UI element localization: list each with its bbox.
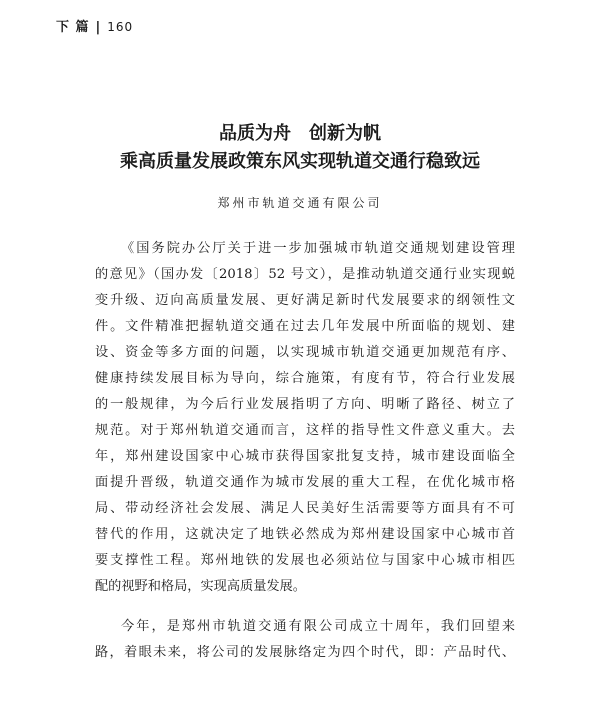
text-line: 变升级、迈向高质量发展、更好满足新时代发展要求的纲领性文 (95, 293, 515, 308)
text-line: 面提升晋级，轨道交通作为城市发展的重大工程，在优化城市格 (95, 475, 515, 490)
text-line: 替代的作用，这就决定了地铁必然成为郑州建设国家中心城市首 (95, 527, 515, 542)
section-label: 下 篇 (56, 20, 90, 35)
article-title (0, 120, 600, 176)
text-line: 《国务院办公厅关于进一步加强城市轨道交通规划建设管理 (121, 241, 515, 256)
text-line: 今年，是郑州市轨道交通有限公司成立十周年，我们回望来 (121, 619, 515, 634)
text-line: 要支撑性工程。郑州地铁的发展也必须站位与国家中心城市相匹 (95, 553, 515, 568)
running-header (56, 16, 133, 35)
text-line: 路，着眼未来，将公司的发展脉络定为四个时代，即：产品时代、 (95, 645, 515, 660)
text-line: 局、带动经济社会发展、满足人民美好生活需要等方面具有不可 (95, 501, 515, 516)
paragraph-2 (95, 614, 515, 666)
title-part-2: 创新为帆 (309, 123, 381, 144)
text-line: 年，郑州建设国家中心城市获得国家批复支持，城市建设面临全 (95, 449, 515, 464)
text-line: 配的视野和格局，实现高质量发展。 (95, 579, 306, 594)
author-line: 郑州市轨道交通有限公司 (217, 196, 383, 210)
title-line-2: 乘高质量发展政策东风实现轨道交通行稳致远 (120, 151, 480, 172)
page-number: 160 (107, 20, 134, 34)
text-line: 的意见》（国办发〔2018〕52 号文），是推动轨道交通行业实现蜕 (95, 267, 515, 282)
text-line: 健康持续发展目标为导向，综合施策，有度有节，符合行业发展 (95, 371, 515, 386)
text-line: 的一般规律，为今后行业发展指明了方向、明晰了路径、树立了 (95, 397, 515, 412)
text-line: 规范。对于郑州轨道交通而言，这样的指导性文件意义重大。去 (95, 423, 515, 438)
text-line: 设、资金等多方面的问题，以实现城市轨道交通更加规范有序、 (95, 345, 515, 360)
article-body (95, 236, 515, 666)
header-separator: | (95, 20, 102, 35)
title-part-1: 品质为舟 (219, 123, 291, 144)
title-line-1 (0, 120, 600, 148)
text-line: 件。文件精准把握轨道交通在过去几年发展中所面临的规划、建 (95, 319, 515, 334)
paragraph-1 (95, 236, 515, 600)
